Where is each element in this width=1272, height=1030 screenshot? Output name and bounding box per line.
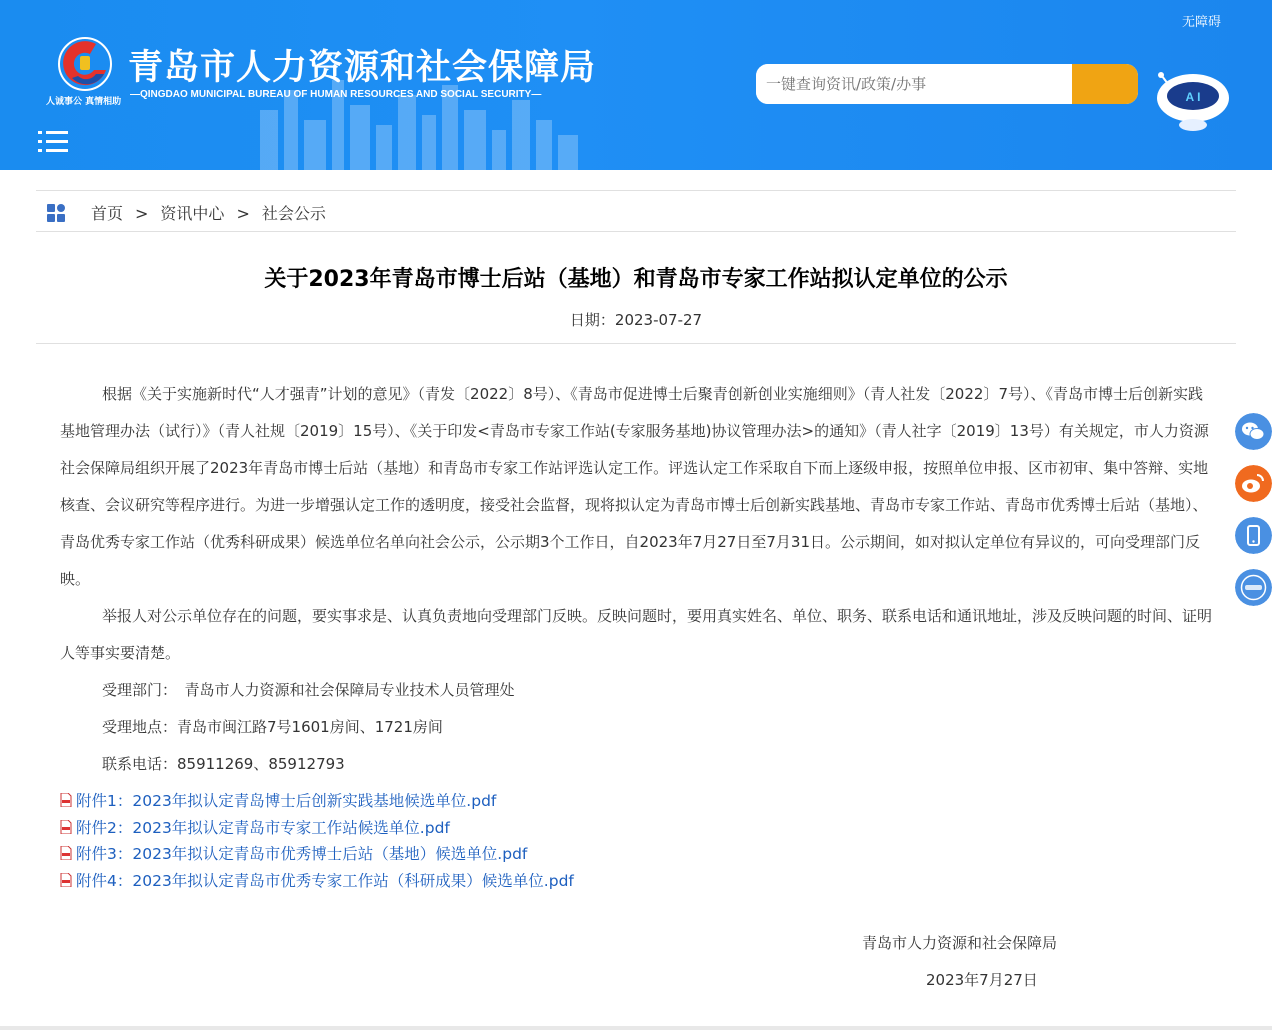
- pdf-file-icon: [60, 873, 72, 887]
- breadcrumb-trail: [91, 201, 326, 224]
- attachment-link-3-text: 附件3：2023年拟认定青岛市优秀博士后站（基地）候选单位.pdf: [76, 845, 528, 863]
- ai-robot-icon[interactable]: [1152, 70, 1234, 134]
- article-paragraph-2: 举报人对公示单位存在的问题，要实事求是、认真负责地向受理部门反映。反映问题时，要用真实姓名、单位、职务、联系电话和通讯地址，涉及反映问题的时间、证明人等事实要清楚。: [60, 607, 1213, 662]
- breadcrumb-separator: >: [135, 204, 149, 223]
- attachment-link-1[interactable]: [60, 788, 574, 815]
- attachment-link-1-text: 附件1：2023年拟认定青岛博士后创新实践基地候选单位.pdf: [76, 792, 497, 810]
- site-title-en: —QINGDAO MUNICIPAL BUREAU OF HUMAN RESOURCES AND SOCIAL SECURITY—: [130, 89, 542, 100]
- mobile-icon[interactable]: [1235, 517, 1272, 554]
- attachment-link-4-text: 附件4：2023年拟认定青岛市优秀专家工作站（科研成果）候选单位.pdf: [76, 871, 574, 890]
- breadcrumb-separator: >: [236, 204, 250, 223]
- signature-date: 2023年7月27日: [926, 971, 1038, 989]
- article-date: 日期：2023-07-27: [569, 311, 703, 329]
- accepting-department: 受理部门： 青岛市人力资源和社会保障局专业技术人员管理处: [102, 681, 515, 699]
- breadcrumb-news-center[interactable]: 资讯中心: [160, 204, 225, 223]
- attachment-list: [60, 788, 574, 894]
- attachment-link-2[interactable]: [60, 815, 574, 842]
- pdf-file-icon: [60, 793, 72, 807]
- accepting-address: 受理地点：青岛市闽江路7号1601房间、1721房间: [102, 718, 443, 736]
- contact-phone: 联系电话：85911269、85912793: [102, 755, 345, 773]
- robot-label: A I: [1185, 90, 1201, 104]
- article-body: [60, 376, 1212, 783]
- site-title[interactable]: 青岛市人力资源和社会保障局: [128, 48, 597, 88]
- pdf-file-icon: [60, 820, 72, 834]
- signature-org: 青岛市人力资源和社会保障局: [862, 934, 1058, 952]
- breadcrumb-home[interactable]: 首页: [91, 204, 124, 223]
- attachment-link-2-text: 附件2：2023年拟认定青岛市专家工作站候选单位.pdf: [76, 818, 450, 837]
- grid-apps-icon: [46, 203, 66, 223]
- breadcrumb: [36, 190, 1236, 232]
- attachment-link-4[interactable]: [60, 868, 574, 895]
- search-button[interactable]: [1072, 64, 1138, 104]
- pdf-file-icon: [60, 846, 72, 860]
- breadcrumb-public-notice[interactable]: 社会公示: [261, 204, 326, 223]
- article-paragraph-1: 根据《关于实施新时代“人才强青”计划的意见》（青发〔2022〕8号）、《青岛市促进博士后聚青创新创业实施细则》（青人社发〔2022〕7号）、《青岛市博士后创新实践基地管理办法（试行）》（青人社规〔2019〕15号）、《关于印发<青岛市专家工作站(专家服务基地)协议管理办法>的通知》（青人社字〔2019〕13号）有关规定，市人力资源社会保障局组织开展了2023年青岛市博士后站（基地）和青岛市专家工作站评选认定工作。评选认定工作采取自下而上逐级申报，按照单位申报、区市初审、集中答辩、实地核查、会议研究等程序进行。为进一步增强认定工作的透明度，接受社会监督，现将拟认定为青岛市博士后创新实践基地、青岛市专家工作站、青岛市优秀博士后站（基地）、青岛优秀专家工作站（优秀科研成果）候选单位名单向社会公示，公示期3个工作日，自2023年7月27日至7月31日。公示期间，如对拟认定单位有异议的，可向受理部门反映。: [60, 385, 1209, 588]
- weibo-icon[interactable]: [1235, 465, 1272, 502]
- service-icon[interactable]: [1235, 569, 1272, 606]
- logo-slogan: 人诚事公 真情相助: [46, 97, 122, 107]
- site-header: [0, 0, 1272, 170]
- bureau-logo-icon: [56, 34, 114, 92]
- site-title-en-text: QINGDAO MUNICIPAL BUREAU OF HUMAN RESOURCES AND SOCIAL SECURITY: [140, 89, 532, 100]
- accessibility-link[interactable]: 无障碍: [1182, 15, 1222, 30]
- search-input[interactable]: [756, 64, 1072, 104]
- hamburger-menu-icon[interactable]: [38, 130, 68, 154]
- title-divider: [36, 343, 1236, 344]
- attachment-link-3[interactable]: [60, 841, 574, 868]
- footer-strip: [0, 1026, 1272, 1030]
- wechat-icon[interactable]: [1235, 413, 1272, 450]
- search-box: [756, 64, 1138, 104]
- article-title: 关于2023年青岛市博士后站（基地）和青岛市专家工作站拟认定单位的公示: [264, 267, 1008, 292]
